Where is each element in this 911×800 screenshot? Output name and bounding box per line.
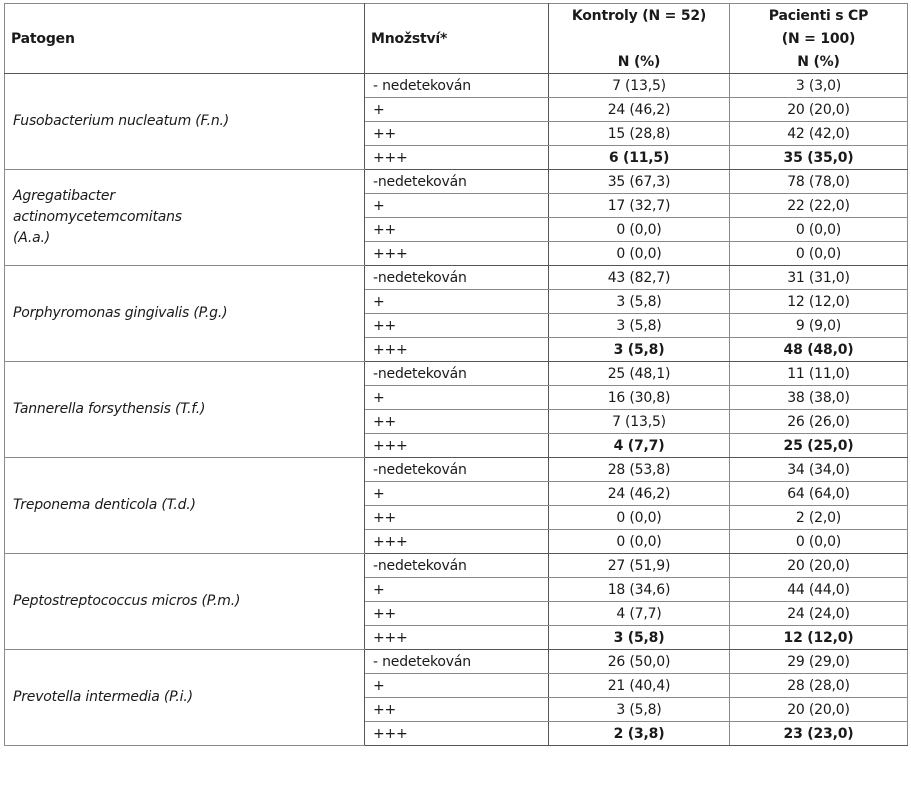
controls-cell: 24 (46,2) bbox=[549, 98, 730, 122]
controls-cell: 7 (13,5) bbox=[549, 410, 730, 434]
patients-cell: 35 (35,0) bbox=[730, 146, 908, 170]
table-row bbox=[5, 362, 908, 386]
table-row bbox=[5, 554, 908, 578]
amount-cell: +++ bbox=[365, 146, 549, 170]
patients-cell: 9 (9,0) bbox=[730, 314, 908, 338]
patients-cell: 34 (34,0) bbox=[730, 458, 908, 482]
amount-cell: ++ bbox=[365, 410, 549, 434]
amount-cell: +++ bbox=[365, 338, 549, 362]
patients-cell: 23 (23,0) bbox=[730, 722, 908, 746]
patients-cell: 11 (11,0) bbox=[730, 362, 908, 386]
controls-cell: 17 (32,7) bbox=[549, 194, 730, 218]
table-row bbox=[5, 458, 908, 482]
controls-cell: 3 (5,8) bbox=[549, 698, 730, 722]
pathogen-name-line: Fusobacterium nucleatum (F.n.) bbox=[13, 113, 230, 129]
header-controls: Kontroly (N = 52) bbox=[549, 4, 730, 28]
controls-cell: 3 (5,8) bbox=[549, 314, 730, 338]
controls-cell: 4 (7,7) bbox=[549, 602, 730, 626]
amount-cell: - nedetekován bbox=[365, 74, 549, 98]
header-patients-unit: N (%) bbox=[730, 50, 908, 74]
patients-cell: 25 (25,0) bbox=[730, 434, 908, 458]
amount-cell: ++ bbox=[365, 698, 549, 722]
pathogen-name-line: Treponema denticola (T.d.) bbox=[13, 497, 196, 513]
patients-cell: 20 (20,0) bbox=[730, 98, 908, 122]
pathogen-group bbox=[5, 74, 908, 170]
amount-cell: +++ bbox=[365, 722, 549, 746]
patients-cell: 28 (28,0) bbox=[730, 674, 908, 698]
table-header bbox=[5, 4, 908, 74]
controls-cell: 3 (5,8) bbox=[549, 338, 730, 362]
pathogen-group bbox=[5, 362, 908, 458]
header-amount: Množství* bbox=[365, 4, 549, 74]
controls-cell: 16 (30,8) bbox=[549, 386, 730, 410]
patients-cell: 0 (0,0) bbox=[730, 218, 908, 242]
pathogen-name bbox=[5, 554, 365, 650]
pathogen-table bbox=[4, 3, 908, 746]
controls-cell: 21 (40,4) bbox=[549, 674, 730, 698]
amount-cell: + bbox=[365, 674, 549, 698]
patients-cell: 48 (48,0) bbox=[730, 338, 908, 362]
controls-cell: 3 (5,8) bbox=[549, 626, 730, 650]
amount-cell: ++ bbox=[365, 602, 549, 626]
header-controls-empty bbox=[549, 27, 730, 50]
amount-cell: -nedetekován bbox=[365, 458, 549, 482]
amount-cell: -nedetekován bbox=[365, 554, 549, 578]
controls-cell: 25 (48,1) bbox=[549, 362, 730, 386]
patients-cell: 29 (29,0) bbox=[730, 650, 908, 674]
amount-cell: +++ bbox=[365, 434, 549, 458]
pathogen-group bbox=[5, 650, 908, 746]
amount-cell: -nedetekován bbox=[365, 170, 549, 194]
controls-cell: 43 (82,7) bbox=[549, 266, 730, 290]
pathogen-name-line: Peptostreptococcus micros (P.m.) bbox=[13, 593, 241, 609]
pathogen-group bbox=[5, 554, 908, 650]
amount-cell: + bbox=[365, 482, 549, 506]
table-row bbox=[5, 266, 908, 290]
controls-cell: 2 (3,8) bbox=[549, 722, 730, 746]
header-pathogen: Patogen bbox=[5, 4, 365, 74]
amount-cell: +++ bbox=[365, 626, 549, 650]
patients-cell: 38 (38,0) bbox=[730, 386, 908, 410]
patients-cell: 24 (24,0) bbox=[730, 602, 908, 626]
table-row bbox=[5, 650, 908, 674]
patients-cell: 0 (0,0) bbox=[730, 530, 908, 554]
amount-cell: -nedetekován bbox=[365, 362, 549, 386]
controls-cell: 26 (50,0) bbox=[549, 650, 730, 674]
pathogen-group bbox=[5, 266, 908, 362]
pathogen-name-line: Prevotella intermedia (P.i.) bbox=[13, 689, 193, 705]
patients-cell: 44 (44,0) bbox=[730, 578, 908, 602]
header-patients-count: (N = 100) bbox=[730, 27, 908, 50]
amount-cell: +++ bbox=[365, 242, 549, 266]
controls-cell: 0 (0,0) bbox=[549, 506, 730, 530]
pathogen-name bbox=[5, 650, 365, 746]
patients-cell: 31 (31,0) bbox=[730, 266, 908, 290]
pathogen-group bbox=[5, 170, 908, 266]
patients-cell: 20 (20,0) bbox=[730, 554, 908, 578]
pathogen-name-line: Agregatibacter bbox=[13, 188, 115, 204]
amount-cell: + bbox=[365, 98, 549, 122]
pathogen-name-line: actinomycetemcomitans bbox=[13, 209, 182, 225]
pathogen-name bbox=[5, 170, 365, 266]
amount-cell: +++ bbox=[365, 530, 549, 554]
pathogen-name bbox=[5, 458, 365, 554]
amount-cell: ++ bbox=[365, 218, 549, 242]
patients-cell: 22 (22,0) bbox=[730, 194, 908, 218]
amount-cell: + bbox=[365, 290, 549, 314]
pathogen-name bbox=[5, 74, 365, 170]
patients-cell: 78 (78,0) bbox=[730, 170, 908, 194]
header-patients: Pacienti s CP bbox=[730, 4, 908, 28]
patients-cell: 2 (2,0) bbox=[730, 506, 908, 530]
controls-cell: 35 (67,3) bbox=[549, 170, 730, 194]
pathogen-name bbox=[5, 266, 365, 362]
amount-cell: - nedetekován bbox=[365, 650, 549, 674]
pathogen-name bbox=[5, 362, 365, 458]
patients-cell: 20 (20,0) bbox=[730, 698, 908, 722]
pathogen-name-line: (A.a.) bbox=[13, 230, 51, 246]
controls-cell: 28 (53,8) bbox=[549, 458, 730, 482]
controls-cell: 6 (11,5) bbox=[549, 146, 730, 170]
controls-cell: 0 (0,0) bbox=[549, 530, 730, 554]
patients-cell: 26 (26,0) bbox=[730, 410, 908, 434]
controls-cell: 24 (46,2) bbox=[549, 482, 730, 506]
patients-cell: 64 (64,0) bbox=[730, 482, 908, 506]
table-row bbox=[5, 74, 908, 98]
pathogen-table-container bbox=[4, 3, 907, 746]
patients-cell: 0 (0,0) bbox=[730, 242, 908, 266]
header-controls-unit: N (%) bbox=[549, 50, 730, 74]
controls-cell: 3 (5,8) bbox=[549, 290, 730, 314]
table-row bbox=[5, 170, 908, 194]
amount-cell: ++ bbox=[365, 122, 549, 146]
controls-cell: 0 (0,0) bbox=[549, 242, 730, 266]
amount-cell: ++ bbox=[365, 506, 549, 530]
amount-cell: -nedetekován bbox=[365, 266, 549, 290]
controls-cell: 18 (34,6) bbox=[549, 578, 730, 602]
controls-cell: 15 (28,8) bbox=[549, 122, 730, 146]
patients-cell: 12 (12,0) bbox=[730, 626, 908, 650]
pathogen-name-line: Tannerella forsythensis (T.f.) bbox=[13, 401, 206, 417]
amount-cell: ++ bbox=[365, 314, 549, 338]
amount-cell: + bbox=[365, 194, 549, 218]
pathogen-name-line: Porphyromonas gingivalis (P.g.) bbox=[13, 305, 228, 321]
amount-cell: + bbox=[365, 578, 549, 602]
controls-cell: 4 (7,7) bbox=[549, 434, 730, 458]
patients-cell: 12 (12,0) bbox=[730, 290, 908, 314]
controls-cell: 27 (51,9) bbox=[549, 554, 730, 578]
patients-cell: 3 (3,0) bbox=[730, 74, 908, 98]
controls-cell: 7 (13,5) bbox=[549, 74, 730, 98]
amount-cell: + bbox=[365, 386, 549, 410]
controls-cell: 0 (0,0) bbox=[549, 218, 730, 242]
patients-cell: 42 (42,0) bbox=[730, 122, 908, 146]
pathogen-group bbox=[5, 458, 908, 554]
